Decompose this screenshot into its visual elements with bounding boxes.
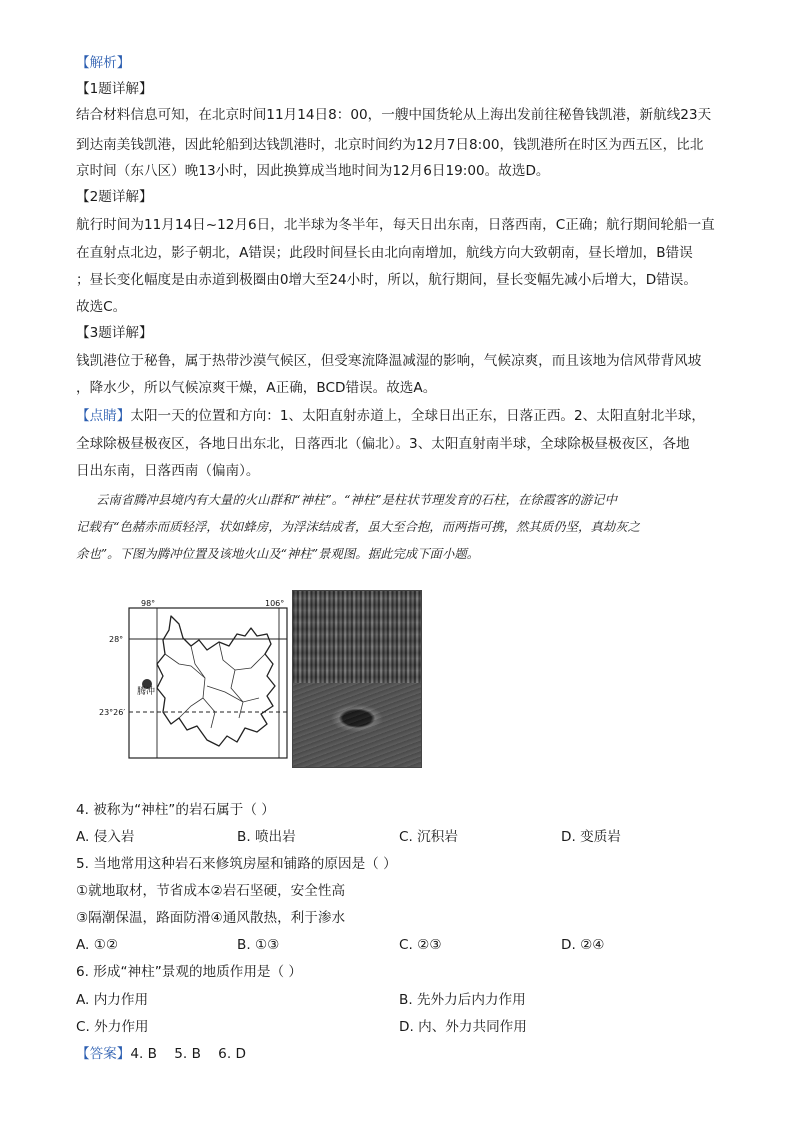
tip-line: 全球除极昼极夜区，各地日出东北，日落西北（偏北）。3、太阳直射南半球，全球除极昼极夜区，各地 xyxy=(76,436,690,452)
tropic-label: 23°26′ xyxy=(99,708,126,717)
q1-line: 到达南美钱凯港，因此轮船到达钱凯港时，北京时间约为12月7日8:00，钱凯港所在时区为西五区，比北 xyxy=(76,137,704,153)
option-d: D. 内、外力共同作用 xyxy=(399,1019,527,1035)
q2-line: ；昼长变化幅度是由赤道到极圈由0增大至24小时，所以，航行期间，昼长变幅先减小后增大，D错误。 xyxy=(76,272,697,288)
option-b: B. 喷出岩 xyxy=(237,829,296,845)
answer-text: 4. B 5. B 6. D xyxy=(130,1046,246,1062)
q2-line: 在直射点北边，影子朝北，A错误；此段时间昼长由北向南增加，航线方向大致朝南，昼长增加，B错误 xyxy=(76,245,693,261)
material-line: 云南省腾冲县境内有大量的火山群和“神柱”。“神柱”是柱状节理发育的石柱，在徐霞客的游记中 xyxy=(96,492,617,507)
option-b: B. 先外力后内力作用 xyxy=(399,992,526,1008)
scenery-photo xyxy=(292,590,422,768)
longitude-label: 106° xyxy=(265,599,285,608)
statement-line: ③隔潮保温，路面防滑④通风散热，利于渗水 xyxy=(76,910,346,926)
tip-line: 太阳一天的位置和方向：1、太阳直射赤道上，全球日出正东，日落正西。2、太阳直射北半球， xyxy=(130,408,706,424)
statement-line: ①就地取材，节省成本②岩石坚硬，安全性高 xyxy=(76,883,346,899)
q2-line: 航行时间为11月14日~12月6日，北半球为冬半年，每天日出东南，日落西南，C正确；航行期间轮船一直 xyxy=(76,217,715,233)
yunnan-location-map xyxy=(99,594,289,766)
option-a: A. 内力作用 xyxy=(76,992,149,1008)
q1-title: 【1题详解】 xyxy=(76,81,153,97)
basalt-columns-photo xyxy=(293,591,421,683)
tip-line: 日出东南，日落西南（偏南）。 xyxy=(76,463,260,479)
material-line: 记载有“色赭赤而质轻浮，状如蜂房，为浮沫结成者，虽大至合抱，而两指可携，然其质仍坚，真劫灰之 xyxy=(76,519,640,534)
option-d: D. 变质岩 xyxy=(561,829,621,845)
analysis-heading: 【解析】 xyxy=(76,55,131,71)
option-c: C. ②③ xyxy=(399,937,442,953)
q1-line: 结合材料信息可知，在北京时间11月14日8：00，一艘中国货轮从上海出发前往秘鲁钱凯港，新航线23天 xyxy=(76,107,712,123)
q3-line: 钱凯港位于秘鲁，属于热带沙漠气候区，但受寒流降温减湿的影响，气候凉爽，而且该地为信风带背风坡 xyxy=(76,353,702,369)
question-stem: 6. 形成“神柱”景观的地质作用是（ ） xyxy=(76,964,303,980)
option-d: D. ②④ xyxy=(561,937,605,953)
tip-paragraph xyxy=(76,403,705,429)
material-line: 余也”。下图为腾冲位置及该地火山及“神柱”景观图。据此完成下面小题。 xyxy=(76,546,480,561)
answer-label: 【答案】 xyxy=(76,1046,131,1062)
q2-title: 【2题详解】 xyxy=(76,189,153,205)
option-c: C. 沉积岩 xyxy=(399,829,458,845)
question-stem: 4. 被称为“神柱”的岩石属于（ ） xyxy=(76,802,275,818)
tip-label: 【点睛】 xyxy=(76,408,131,424)
question-stem: 5. 当地常用这种岩石来修筑房屋和铺路的原因是（ ） xyxy=(76,856,397,872)
option-a: A. 侵入岩 xyxy=(76,829,135,845)
volcano-crater-photo xyxy=(293,683,421,767)
q1-line: 京时间（东八区）晚13小时，因此换算成当地时间为12月6日19:00。故选D。 xyxy=(76,163,550,179)
option-a: A. ①② xyxy=(76,937,119,953)
q3-title: 【3题详解】 xyxy=(76,325,153,341)
latitude-label: 28° xyxy=(109,635,124,644)
longitude-label: 98° xyxy=(141,599,156,608)
q2-line: 故选C。 xyxy=(76,299,127,315)
option-c: C. 外力作用 xyxy=(76,1019,149,1035)
q3-line: ，降水少，所以气候凉爽干燥，A正确，BCD错误。故选A。 xyxy=(76,380,437,396)
option-b: B. ①③ xyxy=(237,937,280,953)
place-label: 腾冲 xyxy=(137,687,156,697)
answer-line xyxy=(76,1041,246,1067)
